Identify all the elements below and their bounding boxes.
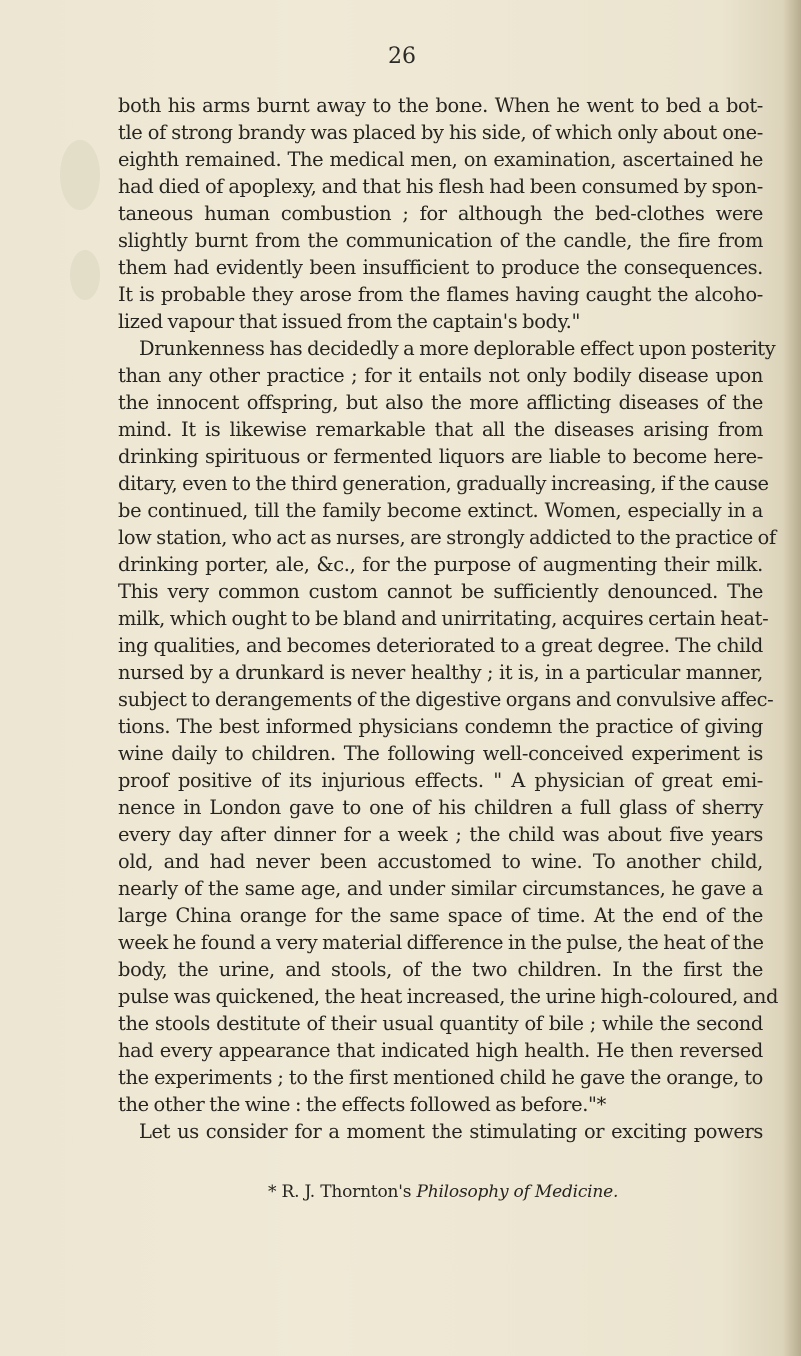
text-line: body, the urine, and stools, of the two children. In the first the xyxy=(118,958,763,981)
text-line: the experiments ; to the first mentioned child he gave the orange, to xyxy=(118,1066,763,1089)
text-line: It is probable they arose from the flames having caught the alcoho- xyxy=(118,283,763,306)
text-line: drinking spirituous or fermented liquors are liable to become here- xyxy=(118,445,763,468)
paragraph-start: Drunkenness has decidedly a more deplorable effect upon posterity xyxy=(139,337,776,360)
text-line: milk, which ought to be bland and unirritating, acquires certain heat- xyxy=(118,607,769,630)
text-line: had died of apoplexy, and that his flesh had been consumed by spon- xyxy=(118,175,763,198)
text-line: the stools destitute of their usual quantity of bile ; while the second xyxy=(118,1012,763,1035)
text-line: tle of strong brandy was placed by his side, of which only about one- xyxy=(118,121,763,144)
text-line: nursed by a drunkard is never healthy ; it is, in a particular manner, xyxy=(118,661,763,684)
page-number: 26 xyxy=(388,44,416,69)
footnote-marker: * R. J. Thornton's xyxy=(268,1182,412,1202)
text-line: mind. It is likewise remarkable that all the diseases arising from xyxy=(118,418,763,441)
text-line: wine daily to children. The following well-conceived experiment is xyxy=(118,742,763,765)
text-line: had every appearance that indicated high health. He then reversed xyxy=(118,1039,763,1062)
text-line: every day after dinner for a week ; the child was about five years xyxy=(118,823,763,846)
page-edge-shadow xyxy=(783,0,801,1356)
footnote-title: Philosophy of Medicine. xyxy=(416,1182,619,1202)
text-line: the other the wine : the effects followed as before."* xyxy=(118,1093,606,1116)
paper-stain xyxy=(60,140,100,210)
text-line: the innocent offspring, but also the more afflicting diseases of the xyxy=(118,391,763,414)
text-line: This very common custom cannot be sufficiently denounced. The xyxy=(118,580,763,603)
text-line: drinking porter, ale, &c., for the purpose of augmenting their milk. xyxy=(118,553,763,576)
text-line: slightly burnt from the communication of the candle, the fire from xyxy=(118,229,763,252)
text-line: them had evidently been insufficient to produce the consequences. xyxy=(118,256,763,279)
text-line: tions. The best informed physicians condemn the practice of giving xyxy=(118,715,763,738)
text-line: lized vapour that issued from the captain's body." xyxy=(118,310,581,333)
text-line: be continued, till the family become extinct. Women, especially in a xyxy=(118,499,763,522)
text-line: eighth remained. The medical men, on examination, ascertained he xyxy=(118,148,763,171)
text-line: ing qualities, and becomes deteriorated to a great degree. The child xyxy=(118,634,763,657)
text-line: pulse was quickened, the heat increased, the urine high-coloured, and xyxy=(118,985,779,1008)
text-line: week he found a very material difference in the pulse, the heat of the xyxy=(118,931,764,954)
text-line: subject to derangements of the digestive organs and convulsive affec- xyxy=(118,688,774,711)
text-line: than any other practice ; for it entails not only bodily disease upon xyxy=(118,364,763,387)
text-line: ditary, even to the third generation, gradually increasing, if the cause xyxy=(118,472,769,495)
text-line: nence in London gave to one of his children a full glass of sherry xyxy=(118,796,763,819)
text-line: old, and had never been accustomed to wine. To another child, xyxy=(118,850,763,873)
text-line: both his arms burnt away to the bone. When he went to bed a bot- xyxy=(118,94,763,117)
paper-stain xyxy=(70,250,100,300)
text-line: proof positive of its injurious effects. " A physician of great emi- xyxy=(118,769,763,792)
text-line: large China orange for the same space of time. At the end of the xyxy=(118,904,763,927)
text-line: low station, who act as nurses, are strongly addicted to the practice of xyxy=(118,526,776,549)
body-text xyxy=(118,92,779,1145)
paragraph-start: Let us consider for a moment the stimulating or exciting powers xyxy=(139,1120,763,1143)
text-line: taneous human combustion ; for although the bed-clothes were xyxy=(118,202,763,225)
footnote xyxy=(268,1182,618,1202)
text-line: nearly of the same age, and under similar circumstances, he gave a xyxy=(118,877,763,900)
